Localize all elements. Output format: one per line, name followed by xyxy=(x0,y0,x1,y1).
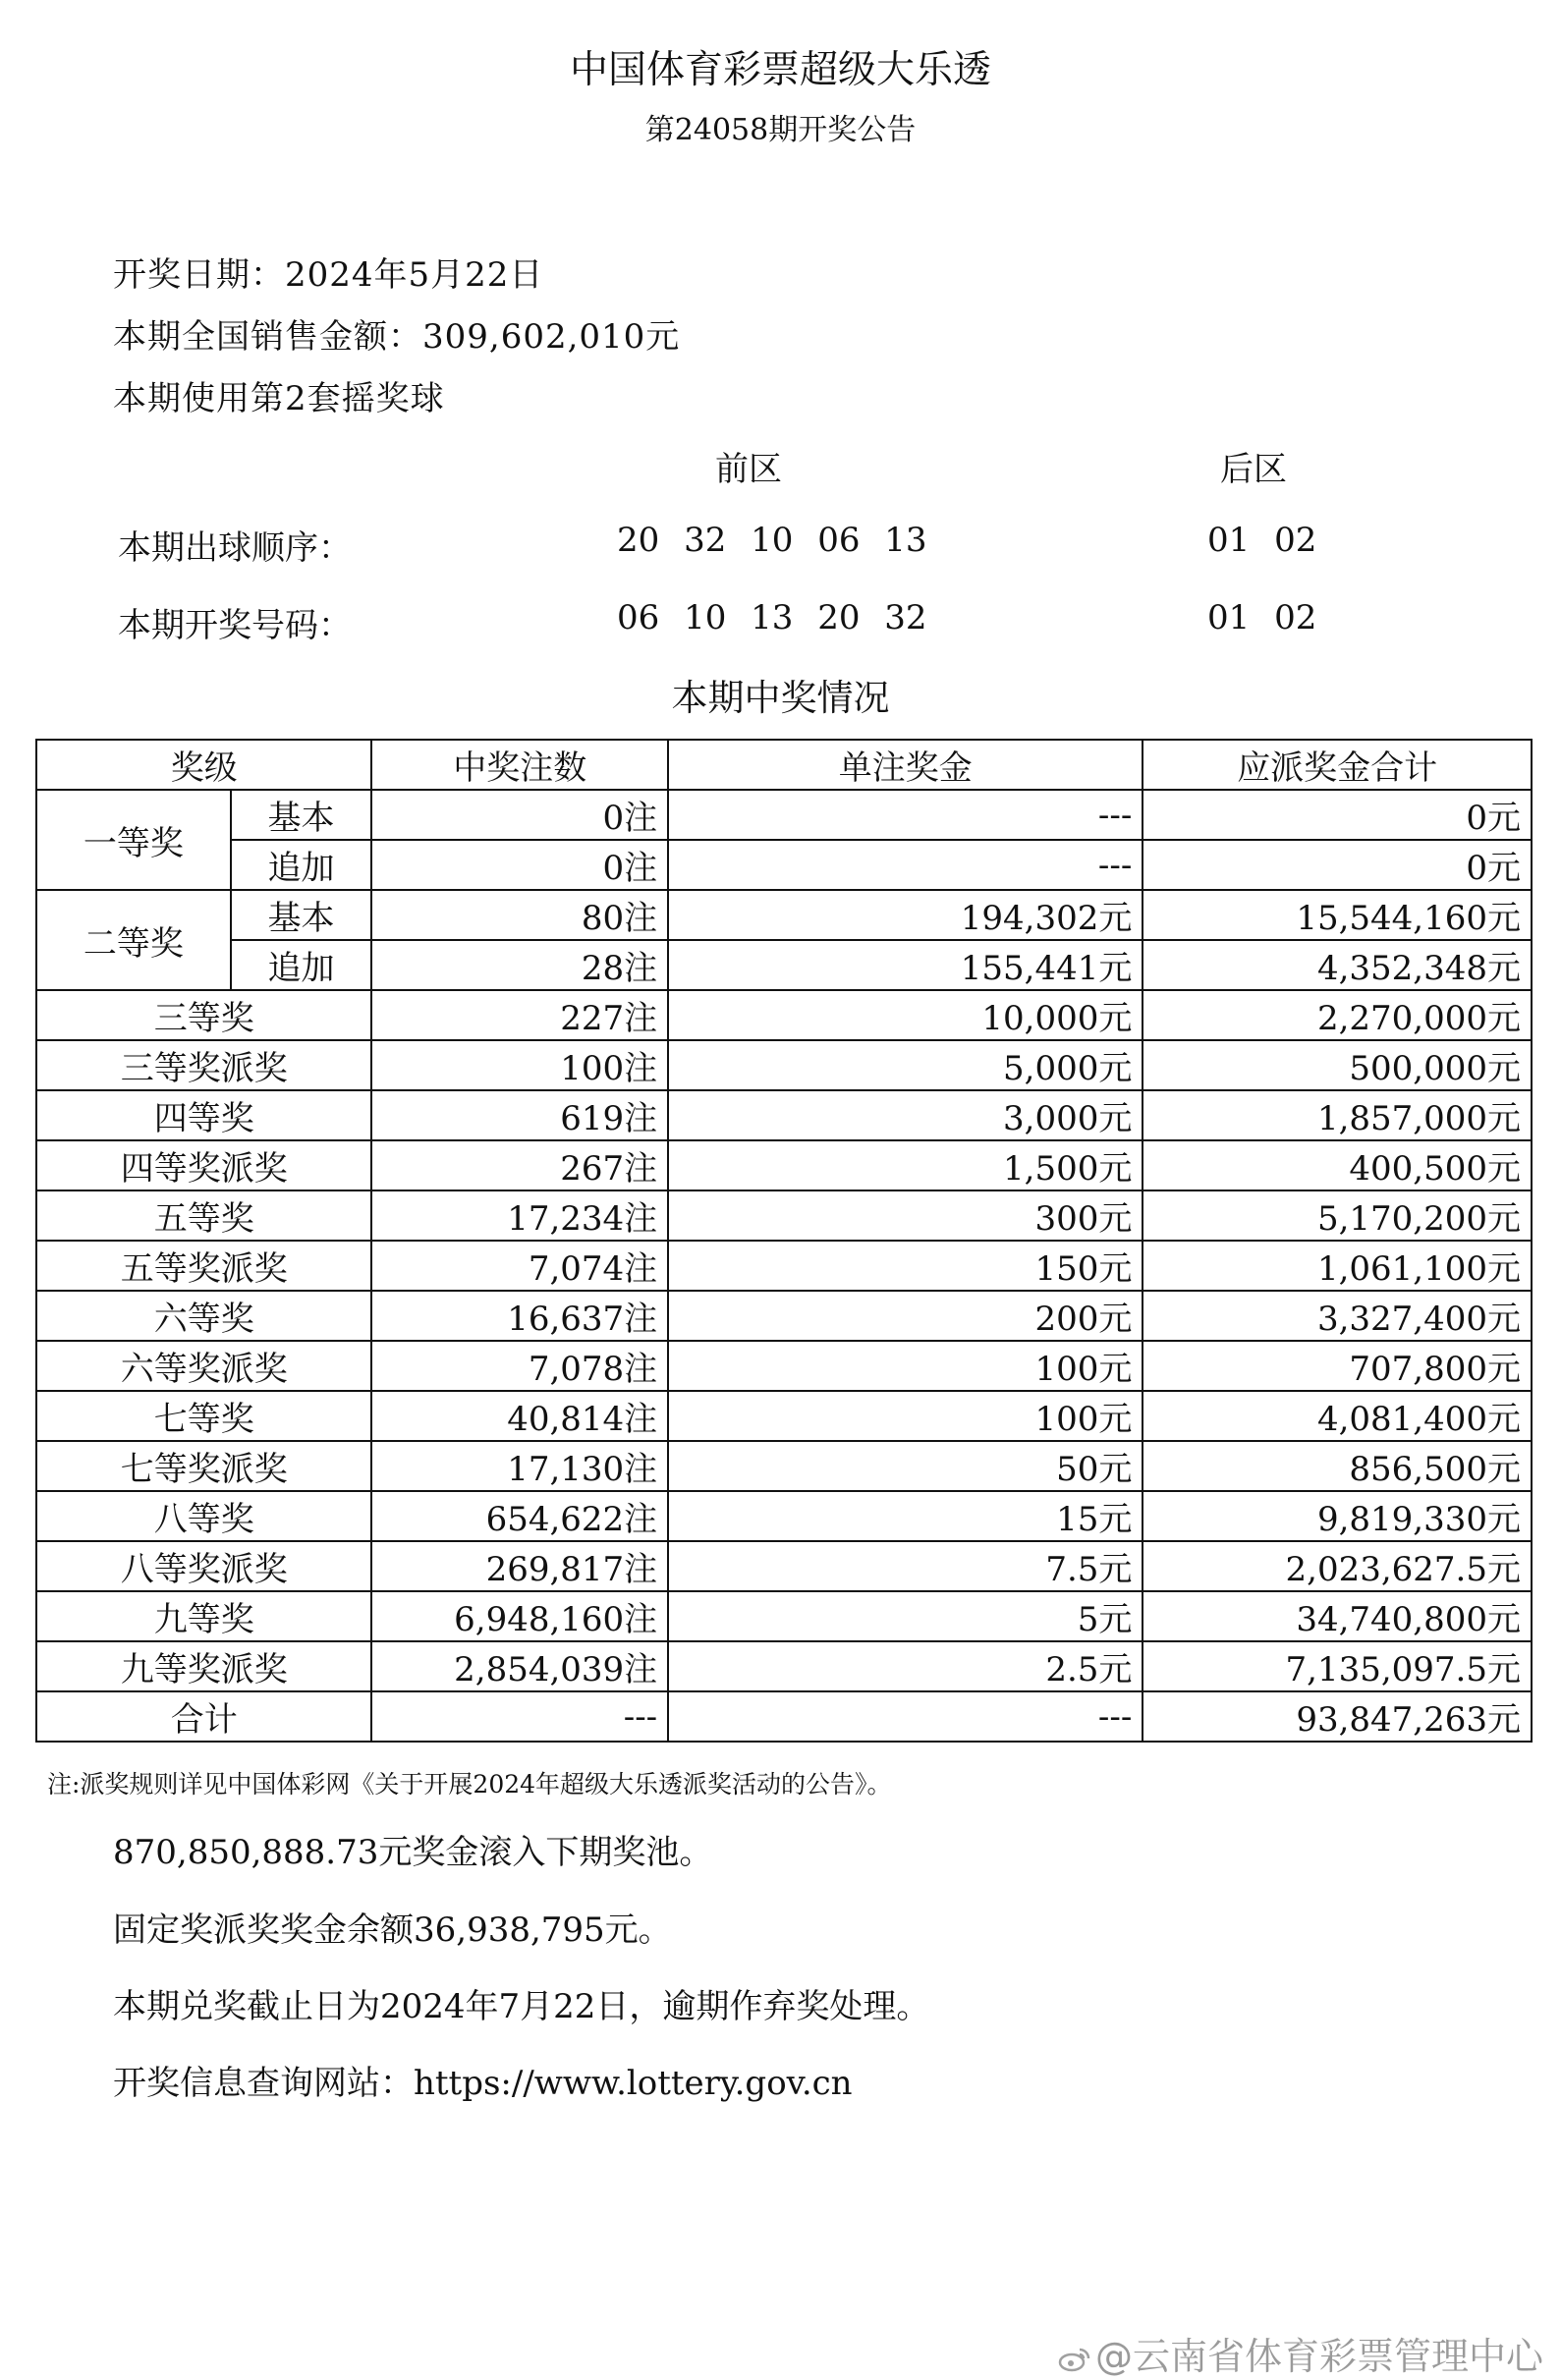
cell-count: 17,234注 xyxy=(371,1190,668,1241)
table-row xyxy=(36,1341,1532,1391)
fixed-balance-text: 固定奖派奖奖金余额36,938,795元。 xyxy=(113,1910,672,1950)
table-row xyxy=(36,1441,1532,1491)
front-zone-label: 前区 xyxy=(715,450,782,489)
cell-total: 4,081,400元 xyxy=(1143,1391,1532,1441)
table-total-row xyxy=(36,1691,1532,1742)
level-second: 二等奖 xyxy=(36,890,231,990)
total-label: 合计 xyxy=(36,1691,371,1742)
cell-level: 四等奖派奖 xyxy=(36,1140,371,1190)
cell-level: 五等奖派奖 xyxy=(36,1241,371,1291)
sub-level: 追加 xyxy=(231,840,372,890)
cell-total: 1,061,100元 xyxy=(1143,1241,1532,1291)
table-row xyxy=(36,1591,1532,1641)
website-text: 开奖信息查询网站：https://www.lottery.gov.cn xyxy=(113,2064,853,2103)
section-title: 本期中奖情况 xyxy=(671,677,890,719)
cell-total: 856,500元 xyxy=(1143,1441,1532,1491)
cell-count: 16,637注 xyxy=(371,1291,668,1341)
table-row xyxy=(36,1541,1532,1591)
sub-level: 追加 xyxy=(231,940,372,990)
weibo-icon xyxy=(1058,2347,1091,2372)
table-header-row xyxy=(36,740,1532,790)
table-row xyxy=(36,1140,1532,1190)
header-level: 奖级 xyxy=(36,740,371,790)
cell-level: 七等奖派奖 xyxy=(36,1441,371,1491)
sales-amount: 本期全国销售金额：309,602,010元 xyxy=(113,317,681,357)
sub-level: 基本 xyxy=(231,890,372,940)
cell-count: 6,948,160注 xyxy=(371,1591,668,1641)
draw-order-back: 01 02 xyxy=(1207,521,1317,560)
cell-count: 0注 xyxy=(371,790,668,840)
cell-unit: 100元 xyxy=(668,1341,1143,1391)
table-row xyxy=(36,840,1532,890)
table-row xyxy=(36,1040,1532,1090)
winning-numbers-label: 本期开奖号码： xyxy=(118,606,352,645)
cell-level: 三等奖 xyxy=(36,990,371,1040)
cell-total: 9,819,330元 xyxy=(1143,1491,1532,1541)
back-zone-label: 后区 xyxy=(1220,450,1287,489)
page-title: 中国体育彩票超级大乐透 xyxy=(569,48,991,92)
cell-count: 619注 xyxy=(371,1090,668,1140)
cell-count: 80注 xyxy=(371,890,668,940)
cell-total: 3,327,400元 xyxy=(1143,1291,1532,1341)
table-row xyxy=(36,1491,1532,1541)
cell-unit: --- xyxy=(668,840,1143,890)
cell-unit: 3,000元 xyxy=(668,1090,1143,1140)
cell-unit: 10,000元 xyxy=(668,990,1143,1040)
table-row xyxy=(36,1291,1532,1341)
rollover-text: 870,850,888.73元奖金滚入下期奖池。 xyxy=(113,1833,713,1872)
draw-date: 开奖日期：2024年5月22日 xyxy=(113,255,544,295)
cell-unit: 15元 xyxy=(668,1491,1143,1541)
cell-count: 7,078注 xyxy=(371,1341,668,1391)
table-row xyxy=(36,940,1532,990)
cell-level: 六等奖派奖 xyxy=(36,1341,371,1391)
cell-count: 7,074注 xyxy=(371,1241,668,1291)
cell-unit: 300元 xyxy=(668,1190,1143,1241)
cell-unit: 5,000元 xyxy=(668,1040,1143,1090)
cell-level: 六等奖 xyxy=(36,1291,371,1341)
watermark-text: @云南省体育彩票管理中心 xyxy=(1094,2335,1543,2378)
cell-total: 400,500元 xyxy=(1143,1140,1532,1190)
issue-subtitle: 第24058期开奖公告 xyxy=(644,113,917,147)
draw-order-label: 本期出球顺序： xyxy=(118,528,352,568)
table-row xyxy=(36,890,1532,940)
cell-unit: 194,302元 xyxy=(668,890,1143,940)
cell-count: 267注 xyxy=(371,1140,668,1190)
cell-unit: 1,500元 xyxy=(668,1140,1143,1190)
table-row xyxy=(36,1190,1532,1241)
ball-set: 本期使用第2套摇奖球 xyxy=(113,379,445,418)
cell-unit: 5元 xyxy=(668,1591,1143,1641)
cell-total: 1,857,000元 xyxy=(1143,1090,1532,1140)
cell-count: 17,130注 xyxy=(371,1441,668,1491)
cell-total: 2,270,000元 xyxy=(1143,990,1532,1040)
cell-level: 九等奖 xyxy=(36,1591,371,1641)
cell-unit: 200元 xyxy=(668,1291,1143,1341)
cell-total: 15,544,160元 xyxy=(1143,890,1532,940)
table-row xyxy=(36,990,1532,1040)
cell-unit: 150元 xyxy=(668,1241,1143,1291)
draw-order-front: 20 32 10 06 13 xyxy=(617,521,927,560)
table-row xyxy=(36,1391,1532,1441)
cell-total: 707,800元 xyxy=(1143,1341,1532,1391)
table-row xyxy=(36,1090,1532,1140)
cell-count: 227注 xyxy=(371,990,668,1040)
grand-total: 93,847,263元 xyxy=(1143,1691,1532,1742)
table-row xyxy=(36,1241,1532,1291)
cell-unit: 7.5元 xyxy=(668,1541,1143,1591)
cell-count: 100注 xyxy=(371,1040,668,1090)
cell-level: 四等奖 xyxy=(36,1090,371,1140)
sub-level: 基本 xyxy=(231,790,372,840)
winning-numbers-back: 01 02 xyxy=(1207,598,1317,637)
cell-level: 三等奖派奖 xyxy=(36,1040,371,1090)
cell-unit: --- xyxy=(668,790,1143,840)
cell-unit: 155,441元 xyxy=(668,940,1143,990)
header-unit-prize: 单注奖金 xyxy=(668,740,1143,790)
cell-unit: 50元 xyxy=(668,1441,1143,1491)
header-total: 应派奖金合计 xyxy=(1143,740,1532,790)
cell-count: 2,854,039注 xyxy=(371,1641,668,1691)
cell-level: 八等奖 xyxy=(36,1491,371,1541)
cell-count: 28注 xyxy=(371,940,668,990)
cell-total: 34,740,800元 xyxy=(1143,1591,1532,1641)
cell-count: 654,622注 xyxy=(371,1491,668,1541)
footnote: 注:派奖规则详见中国体彩网《关于开展2024年超级大乐透派奖活动的公告》。 xyxy=(47,1770,892,1799)
cell-total: 2,023,627.5元 xyxy=(1143,1541,1532,1591)
cell-total: 0元 xyxy=(1143,790,1532,840)
cell-count: 269,817注 xyxy=(371,1541,668,1591)
cell-total: 0元 xyxy=(1143,840,1532,890)
cell-level: 五等奖 xyxy=(36,1190,371,1241)
table-row xyxy=(36,790,1532,840)
cell-total: 7,135,097.5元 xyxy=(1143,1641,1532,1691)
total-unit: --- xyxy=(668,1691,1143,1742)
total-count: --- xyxy=(371,1691,668,1742)
header-count: 中奖注数 xyxy=(371,740,668,790)
watermark xyxy=(1058,2326,1543,2380)
cell-count: 40,814注 xyxy=(371,1391,668,1441)
level-first: 一等奖 xyxy=(36,790,231,890)
deadline-text: 本期兑奖截止日为2024年7月22日，逾期作弃奖处理。 xyxy=(113,1987,930,2026)
table-row xyxy=(36,1641,1532,1691)
cell-unit: 100元 xyxy=(668,1391,1143,1441)
prize-table xyxy=(35,739,1533,1743)
cell-total: 4,352,348元 xyxy=(1143,940,1532,990)
cell-count: 0注 xyxy=(371,840,668,890)
cell-level: 七等奖 xyxy=(36,1391,371,1441)
cell-unit: 2.5元 xyxy=(668,1641,1143,1691)
cell-level: 八等奖派奖 xyxy=(36,1541,371,1591)
cell-level: 九等奖派奖 xyxy=(36,1641,371,1691)
cell-total: 5,170,200元 xyxy=(1143,1190,1532,1241)
winning-numbers-front: 06 10 13 20 32 xyxy=(617,598,927,637)
cell-total: 500,000元 xyxy=(1143,1040,1532,1090)
